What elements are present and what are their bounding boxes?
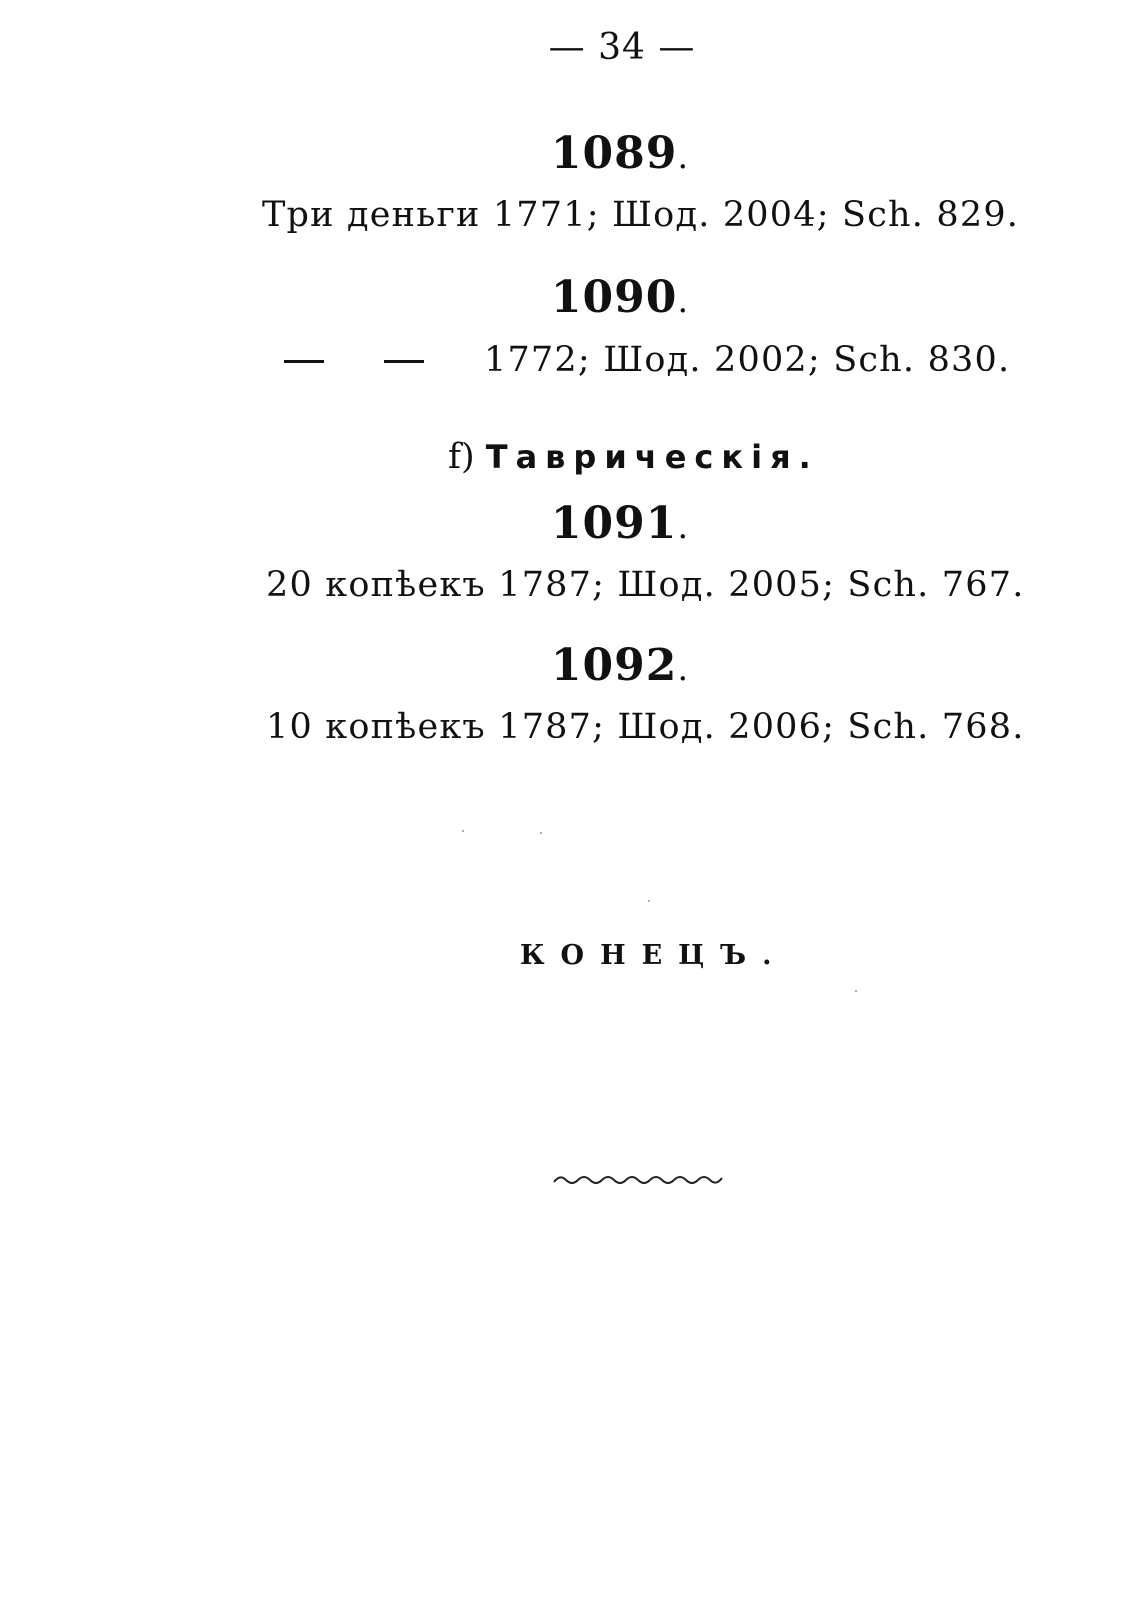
section-title: Таврическія. [485, 438, 819, 476]
entry-description: Три деньги 1771; Шод. 2004; Sch. 829. [262, 195, 1020, 235]
section-marker: f) [448, 437, 475, 477]
page-number: — 34 — [548, 27, 696, 68]
scan-speck [855, 990, 857, 992]
scan-speck [648, 900, 650, 902]
end-mark: КОНЕЦЪ. [520, 940, 788, 971]
entry-number-value: 1090 [550, 272, 678, 323]
entry-number [470, 128, 770, 179]
entry-number-value: 1089 [550, 128, 678, 179]
scan-speck [540, 832, 542, 834]
entry-description: 20 копѣекъ 1787; Шод. 2005; Sch. 767. [266, 565, 1025, 605]
entry-number-value: 1091 [550, 498, 678, 549]
entry-number-dot: . [677, 281, 690, 321]
entry-number-dot: . [677, 507, 690, 547]
entry-number [470, 640, 770, 691]
entry-number [470, 272, 770, 323]
section-heading [448, 437, 819, 477]
entry-number-dot: . [677, 137, 690, 177]
entry-description: 10 копѣекъ 1787; Шод. 2006; Sch. 768. [266, 707, 1025, 747]
entry-number-dot: . [677, 649, 690, 689]
scan-speck [462, 830, 464, 832]
entry-number-value: 1092 [550, 640, 678, 691]
ditto-dash [384, 360, 424, 363]
entry-description-text: 1772; Шод. 2002; Sch. 830. [484, 340, 1011, 380]
entry-description [284, 340, 1011, 380]
wavy-ornament [552, 1170, 732, 1190]
entry-number [470, 498, 770, 549]
ditto-dash [284, 360, 324, 363]
